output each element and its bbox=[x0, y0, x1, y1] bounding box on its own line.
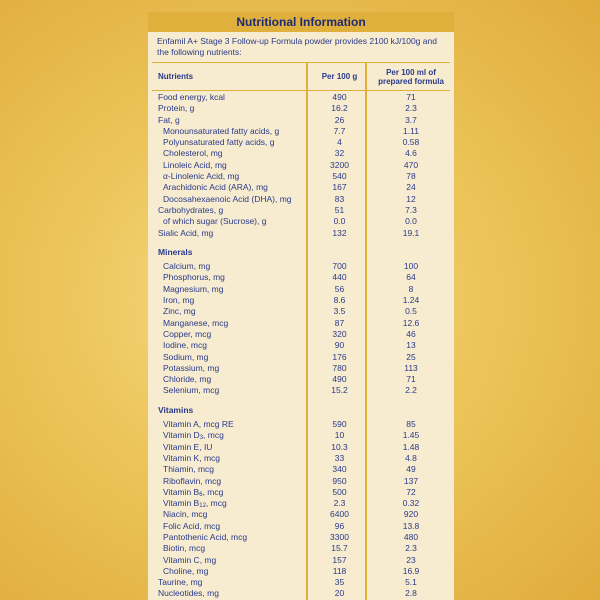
table-row bbox=[152, 577, 450, 588]
nutrient-name: Choline, mg bbox=[163, 565, 209, 576]
value-per-100g: 10.3 bbox=[331, 441, 348, 452]
value-per-100g: 700 bbox=[332, 261, 347, 272]
nutrient-unit: , mcg bbox=[203, 430, 224, 441]
nutrient-name: Carbohydrates, g bbox=[158, 204, 224, 215]
table-row bbox=[152, 543, 450, 554]
value-per-100g: 96 bbox=[334, 520, 345, 531]
value-per-100g: 167 bbox=[332, 182, 347, 193]
value-per-100ml: 100 bbox=[403, 261, 419, 272]
value-per-100ml: 5.1 bbox=[405, 577, 417, 588]
table-row bbox=[152, 419, 450, 430]
nutrient-name: Phosphorus, mg bbox=[163, 272, 225, 283]
nutrient-name: of which sugar (Sucrose), g bbox=[163, 216, 267, 227]
value-per-100ml: 480 bbox=[403, 531, 419, 542]
nutrient-name: Riboflavin, mcg bbox=[163, 475, 222, 486]
value-per-100g: 15.7 bbox=[331, 543, 348, 554]
nutrient-name: Niacin, mcg bbox=[163, 509, 208, 520]
table-row bbox=[152, 261, 450, 272]
value-per-100g: 16.2 bbox=[331, 103, 348, 114]
value-per-100ml: 920 bbox=[403, 509, 419, 520]
value-per-100ml: 12.6 bbox=[402, 317, 420, 328]
table-row bbox=[152, 272, 450, 283]
nutrient-name: Magnesium, mg bbox=[163, 283, 224, 294]
value-per-100g: 490 bbox=[332, 374, 347, 385]
nutrient-name: Selenium, mcg bbox=[163, 385, 220, 396]
value-per-100ml: 1.24 bbox=[402, 295, 420, 306]
value-per-100ml: 71 bbox=[406, 92, 416, 102]
table-row bbox=[152, 284, 450, 295]
table-row bbox=[152, 509, 450, 520]
nutrient-name: Biotin, mcg bbox=[163, 543, 206, 554]
value-per-100ml: 64 bbox=[406, 272, 416, 283]
nutrient-name bbox=[163, 487, 223, 498]
value-per-100ml: 12 bbox=[406, 193, 416, 204]
value-per-100g: 3200 bbox=[330, 159, 349, 170]
table-row bbox=[152, 566, 450, 577]
value-per-100g: 157 bbox=[332, 554, 347, 565]
table-row bbox=[152, 182, 450, 193]
value-per-100g: 0.0 bbox=[333, 216, 346, 227]
nutrient-name: Pantothenic Acid, mcg bbox=[163, 531, 248, 542]
nutrient-table-body bbox=[152, 92, 450, 600]
table-row bbox=[152, 430, 450, 441]
value-per-100g: 440 bbox=[332, 272, 347, 283]
table-row bbox=[152, 352, 450, 363]
table-row bbox=[152, 92, 450, 103]
nutrient-name: Nucleotides, mg bbox=[158, 588, 219, 599]
nutrient-subscript: 3 bbox=[199, 435, 204, 442]
nutrient-name: Vitamin E, IU bbox=[163, 441, 213, 452]
table-row bbox=[152, 521, 450, 532]
nutrient-name: Copper, mcg bbox=[163, 328, 212, 339]
nutrient-unit: , mcg bbox=[205, 498, 227, 509]
header-per-100g: Per 100 g bbox=[321, 72, 358, 81]
value-per-100g: 780 bbox=[332, 362, 347, 373]
nutrient-name: Calcium, mg bbox=[163, 261, 211, 272]
nutrient-unit: , mcg bbox=[202, 486, 224, 497]
header-nutrients: Nutrients bbox=[158, 72, 194, 81]
value-per-100ml: 85 bbox=[406, 419, 416, 430]
value-per-100g: 20 bbox=[334, 588, 345, 599]
value-per-100g: 500 bbox=[332, 486, 347, 497]
table-row bbox=[152, 340, 450, 351]
value-per-100ml: 0.0 bbox=[405, 216, 417, 227]
value-per-100g: 2.3 bbox=[333, 498, 346, 509]
value-per-100ml: 13.8 bbox=[402, 520, 420, 531]
value-per-100g: 35 bbox=[334, 577, 345, 588]
value-per-100ml: 3.7 bbox=[405, 114, 417, 125]
minerals-section bbox=[152, 261, 450, 397]
value-per-100ml: 78 bbox=[406, 171, 416, 182]
vitamins-section bbox=[152, 419, 450, 600]
table-row bbox=[152, 464, 450, 475]
nutrient-name: Monounsaturated fatty acids, g bbox=[163, 125, 280, 136]
value-per-100ml: 49 bbox=[406, 464, 416, 475]
panel-title: Nutritional Information bbox=[148, 12, 454, 32]
nutrient-subscript: 12 bbox=[199, 503, 206, 510]
value-per-100g: 83 bbox=[334, 193, 345, 204]
value-per-100ml: 23 bbox=[406, 554, 416, 565]
table-row bbox=[152, 137, 450, 148]
nutrient-name: Vitamin C, mg bbox=[163, 554, 217, 565]
value-per-100g: 26 bbox=[334, 114, 345, 125]
table-row bbox=[152, 498, 450, 509]
value-per-100ml: 46 bbox=[406, 328, 416, 339]
value-per-100g: 56 bbox=[334, 283, 345, 294]
nutrient-name: Iodine, mcg bbox=[163, 340, 207, 351]
value-per-100ml: 2.3 bbox=[405, 543, 417, 554]
value-per-100ml: 113 bbox=[404, 362, 418, 373]
nutrient-name-text: Vitamin D bbox=[163, 430, 200, 441]
vitamins-heading: Vitamins bbox=[158, 404, 194, 415]
nutrient-name: Vitamin K, mcg bbox=[163, 452, 221, 463]
value-per-100g: 33 bbox=[334, 452, 345, 463]
nutrient-name bbox=[163, 498, 227, 509]
value-per-100g: 320 bbox=[332, 328, 347, 339]
value-per-100g: 32 bbox=[334, 148, 345, 159]
nutrient-name-text: Vitamin B bbox=[163, 498, 200, 509]
table-row bbox=[152, 306, 450, 317]
table-row bbox=[152, 588, 450, 599]
value-per-100g: 15.2 bbox=[331, 385, 348, 396]
value-per-100g: 540 bbox=[332, 171, 347, 182]
nutrient-name: Chloride, mg bbox=[163, 374, 212, 385]
table-header bbox=[152, 62, 450, 91]
nutrient-name: Zinc, mg bbox=[163, 306, 196, 317]
value-per-100g: 10 bbox=[334, 430, 345, 441]
table-row bbox=[152, 453, 450, 464]
header-per-100ml: Per 100 ml of prepared formula bbox=[378, 67, 444, 86]
nutrient-name: Vitamin A, mcg RE bbox=[163, 419, 234, 430]
nutrient-name: Taurine, mg bbox=[158, 577, 203, 588]
nutrient-name: Fat, g bbox=[158, 114, 180, 125]
value-per-100ml: 13 bbox=[406, 340, 416, 351]
table-row bbox=[152, 171, 450, 182]
value-per-100g: 3.5 bbox=[333, 306, 346, 317]
table-row bbox=[152, 555, 450, 566]
table-row bbox=[152, 205, 450, 216]
value-per-100g: 6400 bbox=[330, 509, 349, 520]
nutrient-name: Cholesterol, mg bbox=[163, 148, 223, 159]
general-section bbox=[152, 92, 450, 239]
table-row bbox=[152, 329, 450, 340]
value-per-100g: 4 bbox=[337, 137, 342, 148]
nutrient-name: Potassium, mg bbox=[163, 362, 220, 373]
nutrient-name: Sialic Acid, mg bbox=[158, 227, 214, 238]
nutrient-name: Manganese, mcg bbox=[163, 317, 229, 328]
nutrition-panel bbox=[148, 12, 454, 600]
table-row bbox=[152, 295, 450, 306]
table-row bbox=[152, 160, 450, 171]
value-per-100ml: 7.3 bbox=[405, 204, 417, 215]
nutrient-name: Thiamin, mcg bbox=[163, 464, 215, 475]
table-row bbox=[152, 374, 450, 385]
table-row bbox=[152, 363, 450, 374]
table-row bbox=[152, 442, 450, 453]
value-per-100ml: 16.9 bbox=[402, 565, 420, 576]
value-per-100ml: 4.8 bbox=[405, 452, 417, 463]
value-per-100ml: 4.6 bbox=[405, 148, 417, 159]
value-per-100ml: 0.32 bbox=[402, 498, 420, 509]
value-per-100ml: 24 bbox=[406, 182, 416, 193]
table-row bbox=[152, 103, 450, 114]
value-per-100g: 950 bbox=[332, 475, 347, 486]
value-per-100ml: 0.58 bbox=[402, 137, 420, 148]
nutrient-name: Folic Acid, mcg bbox=[163, 520, 221, 531]
table-row bbox=[152, 228, 450, 239]
table-row bbox=[152, 385, 450, 396]
table-row bbox=[152, 532, 450, 543]
nutrient-name: Docosahexaenoic Acid (DHA), mg bbox=[163, 193, 292, 204]
nutrient-name: Polyunsaturated fatty acids, g bbox=[163, 137, 275, 148]
value-per-100g: 87 bbox=[334, 317, 345, 328]
table-row bbox=[152, 194, 450, 205]
table-row bbox=[152, 115, 450, 126]
value-per-100ml: 137 bbox=[403, 475, 419, 486]
nutrient-subscript: 6 bbox=[199, 491, 203, 498]
value-per-100ml: 0.5 bbox=[405, 306, 417, 317]
value-per-100ml: 2.3 bbox=[405, 103, 417, 114]
value-per-100ml: 19.1 bbox=[402, 227, 420, 238]
table-row bbox=[152, 148, 450, 159]
intro-text: Enfamil A+ Stage 3 Follow-up Formula powder provides 2100 kJ/100g and the following nutrients: bbox=[157, 36, 437, 57]
value-per-100g: 590 bbox=[332, 419, 347, 430]
value-per-100ml: 470 bbox=[403, 159, 419, 170]
nutrient-name: Food energy, kcal bbox=[158, 92, 225, 102]
value-per-100g: 340 bbox=[332, 464, 347, 475]
nutrient-name: α-Linolenic Acid, mg bbox=[163, 171, 240, 182]
table-row bbox=[152, 487, 450, 498]
value-per-100g: 7.7 bbox=[333, 125, 346, 136]
value-per-100ml: 1.45 bbox=[402, 430, 420, 441]
value-per-100ml: 25 bbox=[406, 351, 416, 362]
value-per-100ml: 8 bbox=[408, 283, 414, 294]
minerals-heading: Minerals bbox=[158, 246, 193, 257]
value-per-100ml: 1.11 bbox=[403, 125, 419, 136]
value-per-100g: 132 bbox=[332, 227, 347, 238]
value-per-100g: 3300 bbox=[330, 531, 349, 542]
nutrient-name: Arachidonic Acid (ARA), mg bbox=[163, 182, 268, 193]
value-per-100ml: 2.8 bbox=[405, 588, 417, 599]
nutrient-name bbox=[163, 430, 224, 441]
nutrient-name: Iron, mg bbox=[163, 295, 195, 306]
nutrient-name: Protein, g bbox=[158, 103, 195, 114]
value-per-100ml: 2.2 bbox=[405, 385, 417, 396]
table-row bbox=[152, 318, 450, 329]
table-row bbox=[152, 126, 450, 137]
value-per-100g: 8.6 bbox=[333, 295, 346, 306]
value-per-100ml: 72 bbox=[406, 486, 416, 497]
value-per-100ml: 1.48 bbox=[402, 441, 420, 452]
value-per-100ml: 71 bbox=[406, 374, 416, 385]
nutrient-name: Linoleic Acid, mg bbox=[163, 159, 227, 170]
value-per-100g: 51 bbox=[334, 204, 345, 215]
nutrient-name-text: Vitamin B bbox=[163, 486, 200, 497]
table-row bbox=[152, 476, 450, 487]
value-per-100g: 90 bbox=[334, 340, 345, 351]
table-row bbox=[152, 216, 450, 227]
value-per-100g: 490 bbox=[332, 92, 347, 102]
value-per-100g: 176 bbox=[332, 351, 347, 362]
nutrient-name: Sodium, mg bbox=[163, 351, 209, 362]
value-per-100g: 118 bbox=[332, 565, 347, 576]
